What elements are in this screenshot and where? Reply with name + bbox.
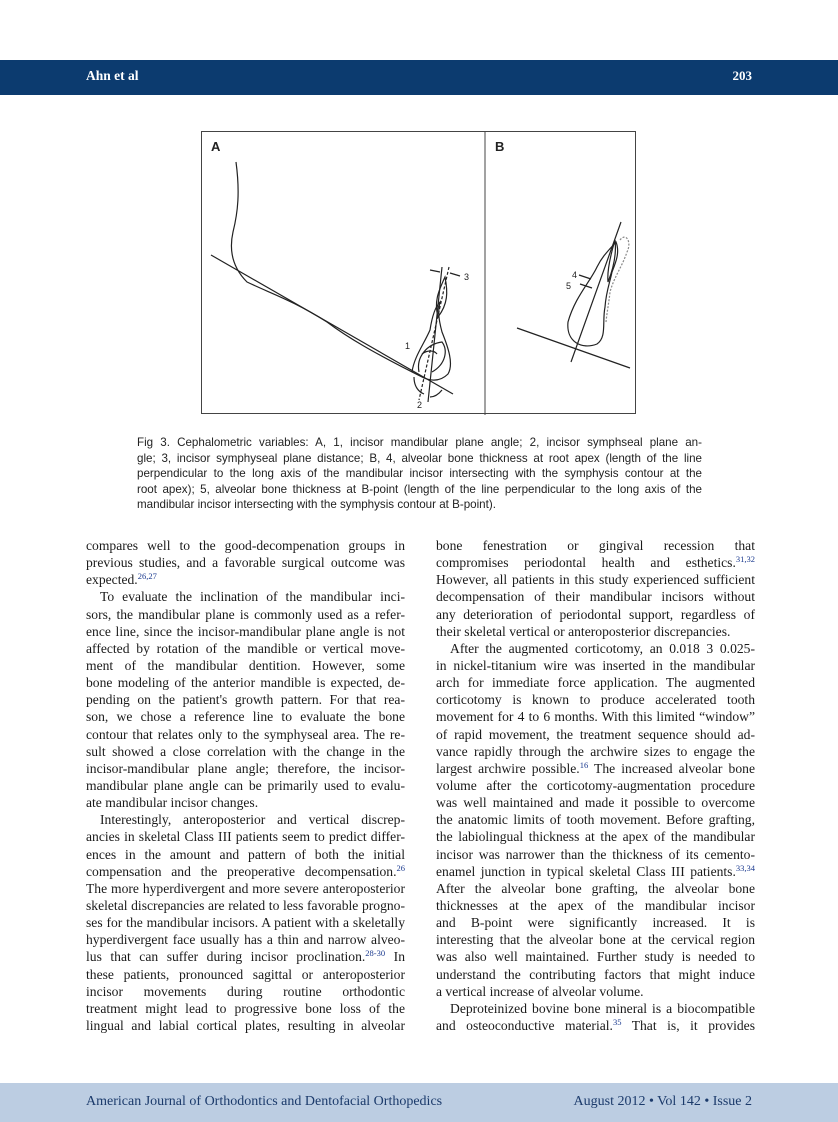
- line-text-continued: The increased alveolar bone: [588, 760, 755, 776]
- marker-1: 1: [405, 341, 411, 351]
- text-line: [86, 794, 405, 811]
- line-text: ate mandibular incisor changes.: [86, 795, 259, 811]
- line-text: After the alveolar bone grafting, the alveolar bone: [436, 880, 755, 896]
- running-header: [0, 60, 838, 95]
- text-line: [436, 914, 755, 931]
- angle-arc-2b: [430, 390, 442, 397]
- line-text: the anatomic limits of tooth movement. Before grafting,: [436, 812, 755, 828]
- line-text-continued: In: [385, 949, 405, 965]
- panel-b-label: B: [495, 139, 505, 154]
- text-line: [86, 674, 405, 691]
- line-text: compromises periodontal health and esthetics.: [436, 555, 736, 571]
- incisor-axis: [428, 267, 442, 402]
- text-line: [436, 1000, 755, 1017]
- text-line: [86, 880, 405, 897]
- line-text-continued: That is, it provides: [621, 1017, 756, 1033]
- panel-b-drawing: [517, 222, 630, 368]
- text-line: [86, 863, 405, 880]
- text-line: [436, 966, 755, 983]
- marker-4: 4: [572, 270, 578, 280]
- line-text: The more hyperdivergent and more severe anteroposterior: [86, 880, 405, 896]
- text-line: [86, 931, 405, 948]
- line-text: thicknesses at the apex of the mandibular incisor: [436, 897, 755, 913]
- line-text: bone modeling of the anterior mandible is expected, de-: [86, 675, 405, 691]
- text-line: [86, 948, 405, 965]
- line-text: in nickel-titanium wire was inserted in the mandibular: [436, 657, 755, 673]
- line-text: pending on the patient's growth pattern. For that rea-: [86, 692, 405, 708]
- text-line: [137, 451, 702, 467]
- line-text: and osteoconductive material.: [436, 1017, 613, 1033]
- mandibular-plane-line-b: [517, 328, 630, 368]
- text-line: [86, 606, 405, 623]
- text-line: [436, 588, 755, 605]
- line-text: incisor-mandibular plane angle; therefore, the incisor-: [86, 760, 405, 776]
- line-text: root apex); 5, alveolar bone thickness at B-point (length of the line perpendicular to the long axis of the: [137, 482, 702, 496]
- line-text: treatment might lead to progressive bone loss of the: [86, 1000, 405, 1016]
- line-text: lingual and labial cortical plates, resulting in alveolar: [86, 1017, 405, 1033]
- citation-superscript: 35: [612, 1016, 622, 1027]
- line-text: was well maintained and made it possible to overcome: [436, 795, 755, 811]
- line-text: sors, the mandibular plane is commonly used as a refer-: [86, 606, 405, 622]
- line-text: movement for 4 to 6 months. With this limited “window”: [436, 709, 755, 725]
- panel-a-drawing: [211, 162, 460, 402]
- line-text: compares well to the good-decompenation groups in: [86, 538, 405, 553]
- text-line: [86, 1017, 405, 1034]
- text-line: [436, 897, 755, 914]
- running-footer: [0, 1083, 838, 1122]
- line-text: sult showed a close correlation with the change in the: [86, 743, 405, 759]
- text-line: [436, 640, 755, 657]
- line-text: expected.: [86, 572, 138, 588]
- line-text: ses for the mandibular incisors. A patient with a skeletally: [86, 915, 405, 931]
- line-text: decompensation of their mandibular incisors without: [436, 589, 755, 605]
- line-text: of rapid movement, the treatment sequence should ad-: [436, 726, 755, 742]
- citation-superscript: 16: [579, 759, 589, 770]
- text-line: [86, 897, 405, 914]
- text-line: [86, 1000, 405, 1017]
- marker-2: 2: [417, 400, 423, 410]
- text-line: [86, 640, 405, 657]
- text-line: [86, 691, 405, 708]
- line-text: hyperdivergent face usually has a thin and narrow alveo-: [86, 932, 405, 948]
- line-text: the labiolingual thickness at the apex of the mandibular: [436, 829, 755, 845]
- text-line: [86, 914, 405, 931]
- line-text: Fig 3. Cephalometric variables: A, 1, incisor mandibular plane angle; 2, incisor symphseal plane an-: [137, 436, 702, 449]
- line-text: previous studies, and a favorable surgical outcome was: [86, 555, 405, 571]
- figure-3: [201, 131, 636, 414]
- line-text: vance rapidly through the archwire sizes to engage the: [436, 743, 755, 759]
- line-text: skeletal discrepancies are related to less favorable progno-: [86, 897, 405, 913]
- line-text: To evaluate the inclination of the mandibular inci-: [100, 589, 405, 605]
- line-text: interesting that the alveolar bone at the cervical region: [436, 932, 755, 948]
- line-text: incisor movements during routine orthodontic: [86, 983, 405, 999]
- text-line: [137, 482, 702, 498]
- header-authors: Ahn et al: [86, 68, 139, 83]
- text-line: [436, 948, 755, 965]
- line-text: compensation and the preoperative decompensation.: [86, 863, 397, 879]
- marker-3: 3: [464, 272, 470, 282]
- symphysis-contour: [231, 162, 450, 380]
- text-line: [436, 606, 755, 623]
- line-text: ence line, since the incisor-mandibular plane angle is not: [86, 623, 405, 639]
- text-line: [86, 537, 405, 554]
- text-line: [436, 777, 755, 794]
- text-line: [436, 863, 755, 880]
- text-line: [436, 726, 755, 743]
- citation-superscript: 28-30: [365, 948, 386, 959]
- text-line: [436, 537, 755, 554]
- line-text: and B-point were significantly increased. It is: [436, 915, 755, 931]
- line-text: enamel junction in typical skeletal Class III patients.: [436, 863, 736, 879]
- footer-issue: August 2012 • Vol 142 • Issue 2: [573, 1094, 752, 1109]
- text-line: [86, 726, 405, 743]
- text-line: [137, 435, 702, 451]
- line-text: any deterioration of periodontal support, regardless of: [436, 606, 755, 622]
- text-line: [86, 811, 405, 828]
- text-line: [86, 983, 405, 1000]
- line-text: However, all patients in this study experienced sufficient: [436, 572, 755, 588]
- text-line: [86, 588, 405, 605]
- text-line: [86, 623, 405, 640]
- line-text: affected by rotation of the mandible or vertical move-: [86, 640, 405, 656]
- text-line: [86, 760, 405, 777]
- text-line: [436, 743, 755, 760]
- text-line: [436, 931, 755, 948]
- left-column: [86, 537, 405, 1034]
- right-column: [436, 537, 755, 1034]
- text-line: [86, 743, 405, 760]
- text-line: [436, 811, 755, 828]
- citation-superscript: 31,32: [735, 554, 755, 565]
- arrow-4: [579, 275, 591, 279]
- line-text: their skeletal vertical or anteroposterior discrepancies.: [436, 623, 731, 639]
- text-line: [137, 497, 702, 513]
- text-line: [86, 554, 405, 571]
- line-text: contour that relates only to the symphyseal area. The re-: [86, 726, 405, 742]
- line-text: these patients, pronounced sagittal or anteroposterior: [86, 966, 405, 982]
- line-text: incisor was narrower than the thickness of its cemento-: [436, 846, 755, 862]
- text-line: [86, 571, 405, 588]
- line-text: was also well maintained. Further study is needed to: [436, 949, 755, 965]
- text-line: [436, 880, 755, 897]
- text-line: [86, 777, 405, 794]
- citation-superscript: 26,27: [137, 571, 157, 582]
- text-line: [436, 623, 755, 640]
- text-line: [436, 657, 755, 674]
- footer-journal: American Journal of Orthodontics and Dentofacial Orthopedics: [86, 1094, 443, 1109]
- line-text: gle; 3, incisor symphyseal plane distance; B, 4, alveolar bone thickness at root apex (length of the line: [137, 451, 702, 465]
- mandibular-plane-line: [211, 255, 453, 394]
- line-text: son, we chose a reference line to evaluate the bone: [86, 709, 405, 725]
- text-line: [436, 1017, 755, 1034]
- line-text: Deproteinized bovine bone mineral is a biocompatible: [450, 1000, 755, 1016]
- incisor-axis-b: [571, 222, 621, 362]
- text-line: [436, 571, 755, 588]
- line-text: After the augmented corticotomy, an 0.018 3 0.025-: [450, 640, 755, 656]
- citation-superscript: 33,34: [735, 862, 755, 873]
- arrow-3a: [430, 270, 440, 272]
- text-line: [436, 708, 755, 725]
- line-text: corticotomy is known to produce accelerated tooth: [436, 692, 755, 708]
- line-text: largest archwire possible.: [436, 760, 580, 776]
- arrow-3b: [450, 273, 460, 276]
- header-page-number: 203: [732, 68, 752, 83]
- text-line: [86, 846, 405, 863]
- line-text: understand the contributing factors that might induce: [436, 966, 755, 982]
- text-line: [436, 794, 755, 811]
- line-text: ences in the amount and pattern of both the initial: [86, 846, 405, 862]
- marker-5: 5: [566, 281, 572, 291]
- text-line: [436, 760, 755, 777]
- text-line: [436, 828, 755, 845]
- line-text: volume after the corticotomy-augmentation procedure: [436, 777, 755, 793]
- text-line: [436, 674, 755, 691]
- line-text: ment of the mandibular dentition. However, some: [86, 657, 405, 673]
- text-line: [86, 828, 405, 845]
- line-text: perpendicular to the long axis of the mandibular incisor intersecting with the symphysis contour at the: [137, 467, 702, 481]
- text-line: [436, 846, 755, 863]
- line-text: mandibular incisor intersecting with the symphysis contour at B-point).: [137, 498, 496, 512]
- line-text: Interestingly, anteroposterior and vertical discrep-: [100, 812, 405, 828]
- line-text: bone fenestration or gingival recession that: [436, 538, 755, 553]
- line-text: a vertical increase of alveolar volume.: [436, 983, 644, 999]
- text-line: [436, 691, 755, 708]
- line-text: mandibular plane angle can be primarily used to evalu-: [86, 777, 405, 793]
- line-text: lus that can suffer during incisor proclination.: [86, 949, 366, 965]
- line-text: arch for immediate force application. The augmented: [436, 675, 755, 691]
- text-line: [137, 466, 702, 482]
- figure-caption: [137, 435, 702, 513]
- text-line: [86, 657, 405, 674]
- text-line: [436, 554, 755, 571]
- text-line: [86, 708, 405, 725]
- citation-superscript: 26: [396, 862, 405, 873]
- text-line: [436, 983, 755, 1000]
- line-text: ancies in skeletal Class III patients seem to predict differ-: [86, 829, 405, 845]
- panel-a-label: A: [211, 139, 221, 154]
- text-line: [86, 966, 405, 983]
